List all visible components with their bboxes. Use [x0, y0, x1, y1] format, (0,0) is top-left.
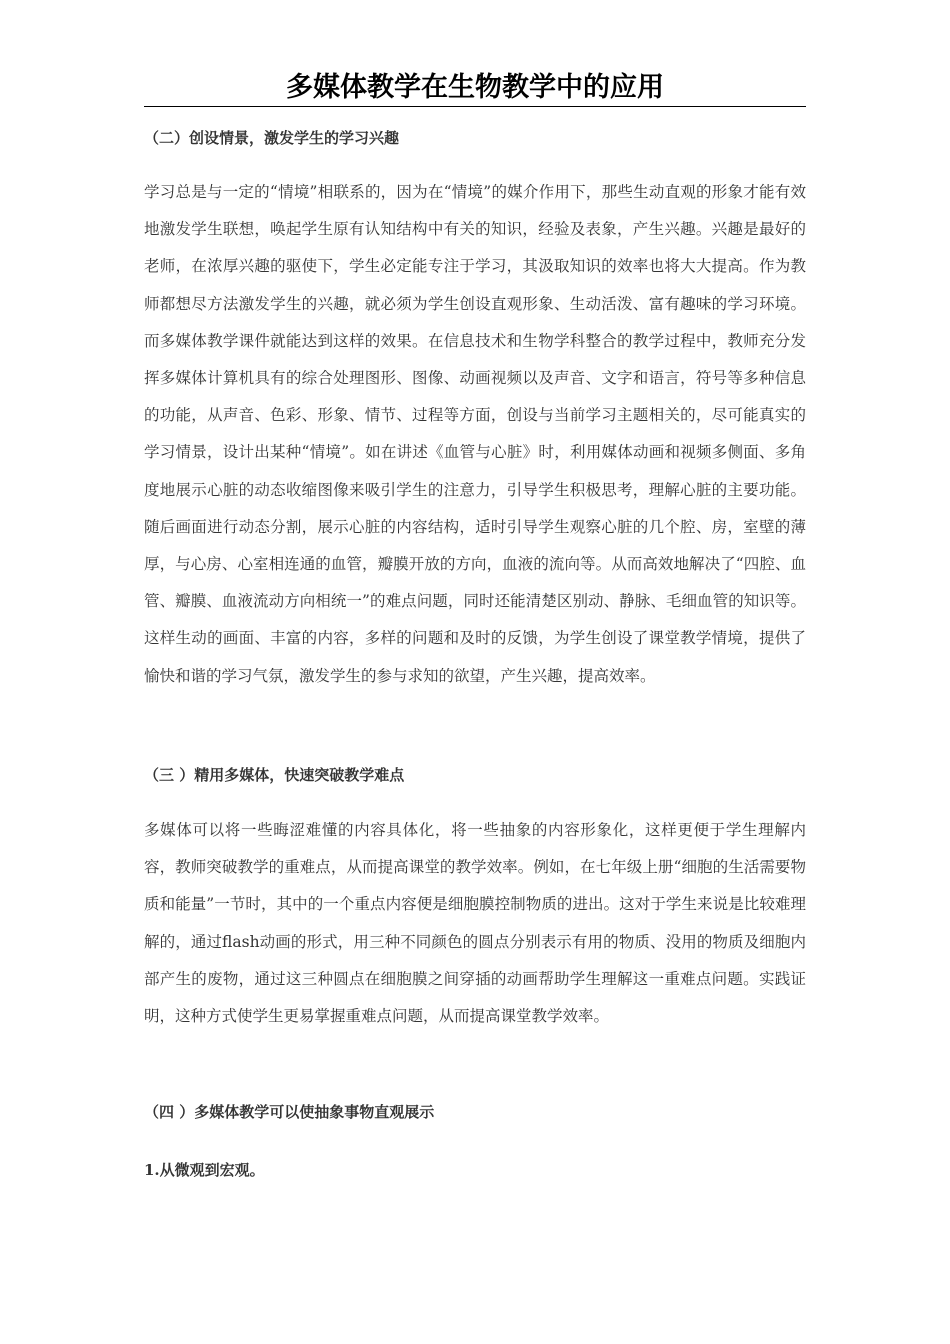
section-4-heading: （四 ）多媒体教学可以使抽象事物直观展示	[144, 1103, 435, 1121]
section-3-heading: （三 ）精用多媒体，快速突破教学难点	[144, 766, 405, 784]
subsection-1-heading: 1.从微观到宏观。	[144, 1161, 265, 1179]
section-3-paragraph: 多媒体可以将一些晦涩难懂的内容具体化，将一些抽象的内容形象化，这样更便于学生理解内容，教师突破教学的重难点，从而提高课堂的教学效率。例如，在七年级上册“细胞的生活需要物质和能量”一节时，其中的一个重点内容便是细胞膜控制物质的进出。这对于学生来说是比较难理解的，通过flash动画的形式，用三种不同颜色的圆点分别表示有用的物质、没用的物质及细胞内部产生的废物，通过这三种圆点在细胞膜之间穿插的动画帮助学生理解这一重难点问题。实践证明，这种方式使学生更易掌握重难点问题，从而提高课堂教学效率。	[144, 821, 806, 1026]
section-2-heading: （二）创设情景，激发学生的学习兴趣	[144, 129, 400, 147]
title-underline	[144, 106, 806, 107]
section-2-paragraph: 学习总是与一定的“情境”相联系的，因为在“情境”的媒介作用下，那些生动直观的形象才能有效地激发学生联想，唤起学生原有认知结构中有关的知识，经验及表象，产生兴趣。兴趣是最好的老师，在浓厚兴趣的驱使下，学生必定能专注于学习，其汲取知识的效率也将大大提高。作为教师都想尽方法激发学生的兴趣，就必须为学生创设直观形象、生动活泼、富有趣味的学习环境。而多媒体教学课件就能达到这样的效果。在信息技术和生物学科整合的教学过程中，教师充分发挥多媒体计算机具有的综合处理图形、图像、动画视频以及声音、文字和语言，符号等多种信息的功能，从声音、色彩、形象、情节、过程等方面，创设与当前学习主题相关的，尽可能真实的学习情景，设计出某种“情境”。如在讲述《血管与心脏》时，利用媒体动画和视频多侧面、多角度地展示心脏的动态收缩图像来吸引学生的注意力，引导学生积极思考，理解心脏的主要功能。随后画面进行动态分割，展示心脏的内容结构，适时引导学生观察心脏的几个腔、房，室壁的薄厚，与心房、心室相连通的血管，瓣膜开放的方向，血液的流向等。从而高效地解决了“四腔、血管、瓣膜、血液流动方向相统一”的难点问题，同时还能清楚区别动、静脉、毛细血管的知识等。这样生动的画面、丰富的内容，多样的问题和及时的反馈，为学生创设了课堂教学情境，提供了愉快和谐的学习气氛，激发学生的参与求知的欲望，产生兴趣，提高效率。	[144, 183, 806, 685]
page-title: 多媒体教学在生物教学中的应用	[286, 72, 664, 103]
